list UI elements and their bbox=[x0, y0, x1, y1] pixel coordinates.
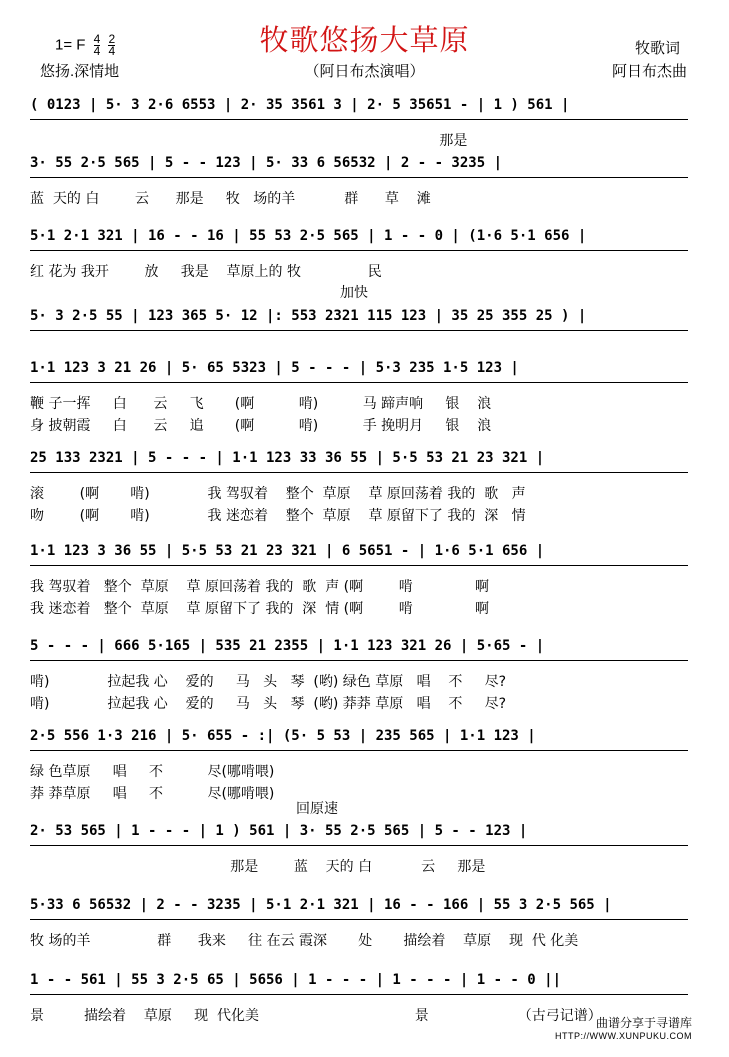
lyric-line-2: 啃) 拉起我 心 爱的 马 头 琴 (哟) 莽莽 草原 唱 不 尽? bbox=[30, 696, 507, 712]
lyric-line-1: 绿 色草原 唱 不 尽(哪啃喂) bbox=[30, 764, 275, 780]
lyric-line-2: 莽 莽草原 唱 不 尽(哪啃喂) bbox=[30, 786, 275, 802]
key-signature bbox=[55, 34, 115, 57]
lyric-line-1: 景 描绘着 草原 现 代化美 景 （古弓记谱） bbox=[30, 1008, 602, 1024]
staff-underline bbox=[30, 750, 688, 751]
staff-underline bbox=[30, 250, 688, 251]
staff-notes: 3· 55 2·5 565 | 5 - - 123 | 5· 33 6 56532 | 2 - - 3235 | bbox=[30, 155, 503, 171]
staff-underline bbox=[30, 119, 688, 120]
lyric-line-1: 鞭 子一挥 白 云 飞 (啊 啃) 马 蹄声响 银 浪 bbox=[30, 396, 492, 412]
staff-underline bbox=[30, 330, 688, 331]
staff-row bbox=[30, 823, 688, 839]
staff-row bbox=[30, 228, 688, 244]
staff-row bbox=[30, 360, 688, 376]
footer-credit-text: 曲谱分享于寻谱库 bbox=[595, 1016, 692, 1030]
staff-notes: 25 133 2321 | 5 - - - | 1·1 123 33 36 55 | 5·5 53 21 23 321 | bbox=[30, 450, 545, 466]
staff-notes: 1·1 123 3 21 26 | 5· 65 5323 | 5 - - - | 5·3 235 1·5 123 | bbox=[30, 360, 519, 376]
staff-notes: 1·1 123 3 36 55 | 5·5 53 21 23 321 | 6 5651 - | 1·6 5·1 656 | bbox=[30, 543, 545, 559]
staff-underline bbox=[30, 177, 688, 178]
time-signature-b: $\frac{2}{4}$ bbox=[108, 32, 116, 58]
accelerando-marking: 加快 bbox=[340, 285, 368, 301]
staff-notes: 5·1 2·1 321 | 16 - - 16 | 55 53 2·5 565 | 1 - - 0 | (1·6 5·1 656 | bbox=[30, 228, 587, 244]
staff-row bbox=[30, 308, 688, 324]
lyric-line-2: 吻 (啊 啃) 我 迷恋着 整个 草原 草 原留下了 我的 深 情 bbox=[30, 508, 526, 524]
footer-url: HTTP://WWW.XUNPUKU.COM bbox=[555, 1031, 692, 1041]
staff-notes: 2· 53 565 | 1 - - - | 1 ) 561 | 3· 55 2·5 565 | 5 - - 123 | bbox=[30, 823, 528, 839]
staff-underline bbox=[30, 472, 688, 473]
mood-marking: 悠扬.深情地 bbox=[40, 63, 120, 80]
lyric-line-1: 我 驾驭着 整个 草原 草 原回荡着 我的 歌 声 (啊 啃 啊 bbox=[30, 579, 490, 595]
staff-row bbox=[30, 155, 688, 171]
lyric-line-2: 身 披朝霞 白 云 追 (啊 啃) 手 挽明月 银 浪 bbox=[30, 418, 492, 434]
staff-row bbox=[30, 97, 688, 113]
staff-underline bbox=[30, 919, 688, 920]
staff-underline bbox=[30, 382, 688, 383]
song-title: 牧歌悠扬大草原 bbox=[259, 23, 470, 57]
staff-row bbox=[30, 728, 688, 744]
staff-row bbox=[30, 638, 688, 654]
lyric-line-1: 那是 蓝 天的 白 云 那是 bbox=[30, 859, 486, 875]
staff-notes: ( 0123 | 5· 3 2·6 6553 | 2· 35 3561 3 | 2· 5 35651 - | 1 ) 561 | bbox=[30, 97, 570, 113]
staff-notes: 2·5 556 1·3 216 | 5· 655 - :| (5· 5 53 | 235 565 | 1·1 123 | bbox=[30, 728, 536, 744]
singer-credit: （阿日布杰演唱） bbox=[304, 63, 425, 80]
staff-notes: 5 - - - | 666 5·165 | 535 21 2355 | 1·1 123 321 26 | 5·65 - | bbox=[30, 638, 545, 654]
staff-underline bbox=[30, 660, 688, 661]
staff-underline bbox=[30, 994, 688, 995]
lyric-line-1: 那是 bbox=[30, 133, 468, 149]
key-label: 1= F bbox=[55, 36, 86, 54]
staff-underline bbox=[30, 565, 688, 566]
lyric-line-1: 蓝 天的 白 云 那是 牧 场的羊 群 草 滩 bbox=[30, 191, 431, 207]
staff-notes: 5· 3 2·5 55 | 123 365 5· 12 |: 553 2321 115 123 | 35 25 355 25 ) | bbox=[30, 308, 587, 324]
composer-credit: 阿日布杰曲 bbox=[611, 63, 687, 80]
staff-row bbox=[30, 543, 688, 559]
staff-row bbox=[30, 972, 688, 988]
staff-underline bbox=[30, 845, 688, 846]
lyric-line-2: 我 迷恋着 整个 草原 草 原留下了 我的 深 情 (啊 啃 啊 bbox=[30, 601, 490, 617]
tempo-primo-marking: 回原速 bbox=[296, 801, 338, 817]
staff-notes: 5·33 6 56532 | 2 - - 3235 | 5·1 2·1 321 | 16 - - 166 | 55 3 2·5 565 | bbox=[30, 897, 612, 913]
lyric-line-1: 牧 场的羊 群 我来 往 在云 霞深 处 描绘着 草原 现 代 化美 bbox=[30, 933, 579, 949]
lyricist-credit: 牧歌词 bbox=[634, 40, 680, 57]
staff-row bbox=[30, 897, 688, 913]
time-signature-a: $\frac{4}{4}$ bbox=[93, 32, 101, 58]
lyric-line-1: 啃) 拉起我 心 爱的 马 头 琴 (哟) 绿色 草原 唱 不 尽? bbox=[30, 674, 507, 690]
footer-credit bbox=[555, 1014, 692, 1041]
lyric-line-1: 滚 (啊 啃) 我 驾驭着 整个 草原 草 原回荡着 我的 歌 声 bbox=[30, 486, 526, 502]
staff-notes: 1 - - 561 | 55 3 2·5 65 | 5656 | 1 - - - | 1 - - - | 1 - - 0 || bbox=[30, 972, 562, 988]
staff-row bbox=[30, 450, 688, 466]
lyric-line-1: 红 花为 我开 放 我是 草原上的 牧 民 bbox=[30, 264, 382, 280]
